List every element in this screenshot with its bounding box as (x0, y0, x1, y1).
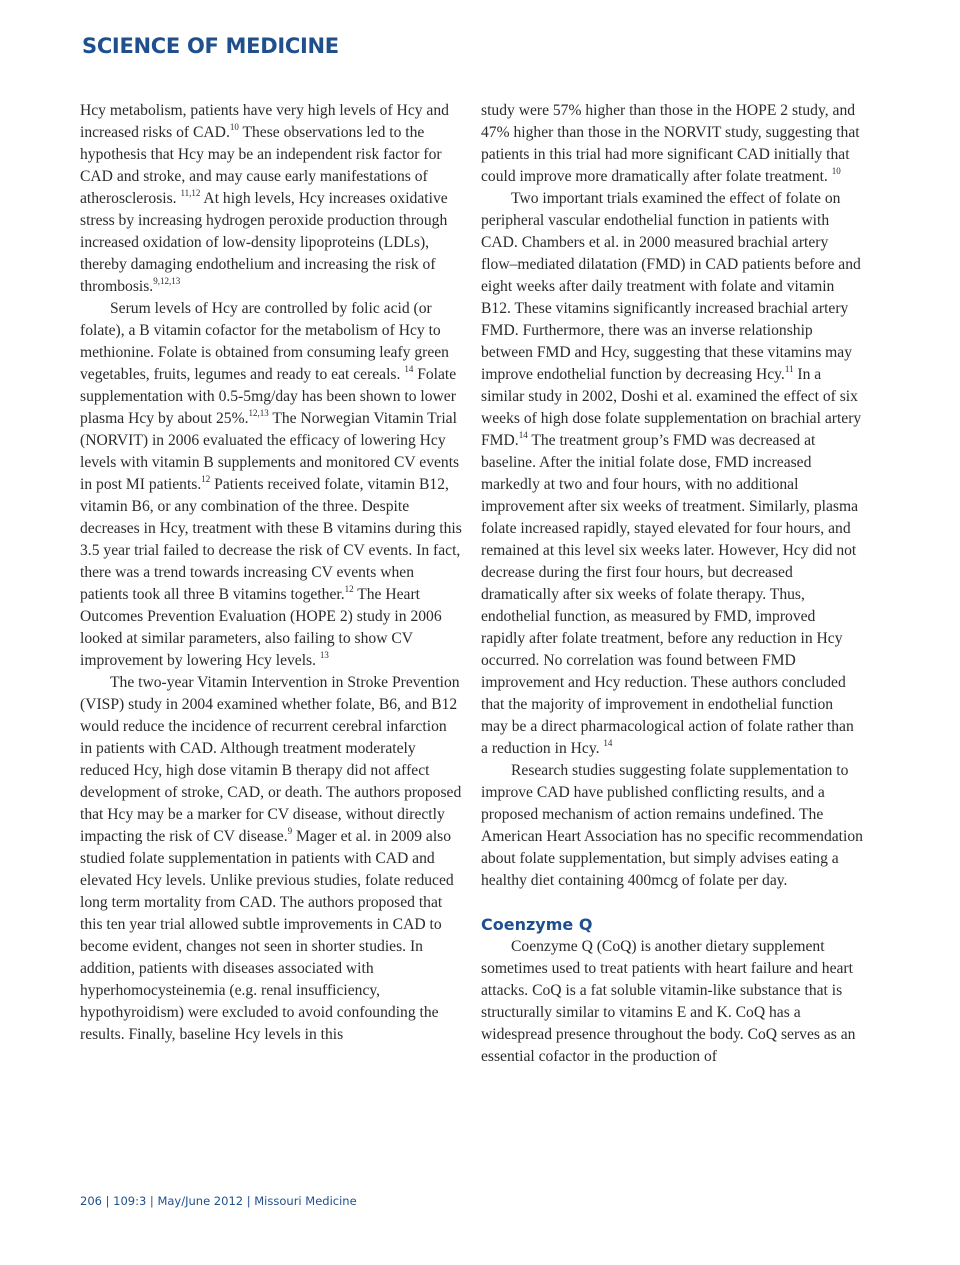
citation-ref: 12,13 (248, 408, 269, 418)
citation-ref: 14 (404, 364, 414, 374)
coenzyme-q-heading: Coenzyme Q (481, 915, 593, 934)
citation-ref: 9 (287, 826, 293, 836)
citation-ref: 9,12,13 (153, 276, 181, 286)
citation-ref: 13 (319, 650, 329, 660)
paragraph: study were 57% higher than those in the HOPE 2 study, and 47% higher than those in the NORVIT study, suggesting that patients in this trial had more significant CAD initially that could improve more dramatically after folate treatment. $^{10}$ (481, 102, 860, 185)
citation-ref: 12 (201, 474, 211, 484)
paragraph: Research studies suggesting folate supplementation to improve CAD have published conflicting results, and a proposed mechanism of action remains undefined. The American Heart Association has no specific recommendation about folate supplementation, but simply advises eating a healthy diet containing 400mcg of folate per day. (481, 762, 863, 889)
paragraph: Hcy metabolism, patients have very high levels of Hcy and increased risks of CAD.$^{10}$ These observations led to the hypothesis that Hcy may be an independent risk factor for CAD and stroke, and may cause early manifestations of atherosclerosis. $^{11,12}$ At high levels, Hcy increases oxidative stress by increasing hydrogen peroxide production through increased oxidation of low-density lipoproteins (LDLs), thereby damaging endothelium and increasing the risk of thrombosis.$^{9,12,13}$ (80, 102, 449, 295)
right-column-body (481, 100, 863, 892)
citation-ref: 11,12 (180, 188, 201, 198)
paragraph: The two-year Vitamin Intervention in Stroke Prevention (VISP) study in 2004 examined whether folate, B6, and B12 would reduce the incidence of recurrent cerebral infarction in patients with CAD. Although treatment moderately reduced Hcy, high dose vitamin B therapy did not affect development of stroke, CAD, or death. The authors proposed that Hcy may be a marker for CV disease, without directly impacting the risk of CV disease.$^9$ Mager et al. in 2009 also studied folate supplementation in patients with CAD and elevated Hcy levels. Unlike previous studies, folate reduced long term mortality from CAD. The authors proposed that this ten year trial allowed subtle improvements in CAD to become evident, changes not seen in shorter studies. In addition, patients with diseases associated with hyperhomocysteinemia (e.g. renal insufficiency, hypothyroidism) were excluded to avoid confounding the results. Finally, baseline Hcy levels in this (80, 674, 462, 1043)
citation-ref: 12 (344, 584, 354, 594)
paragraph: Serum levels of Hcy are controlled by folic acid (or folate), a B vitamin cofactor for the metabolism of Hcy to methionine. Folate is obtained from consuming leafy green vegetables, fruits, legumes and ready to eat cereals. $^{14}$ Folate supplementation with 0.5-5mg/day has been shown to lower plasma Hcy by about 25%.$^{12,13}$ The Norwegian Vitamin Trial (NORVIT) in 2006 evaluated the efficacy of lowering Hcy levels with vitamin B supplements and monitored CV events in post MI patients.$^{12}$ Patients received folate, vitamin B12, vitamin B6, or any combination of the three. Despite decreases in Hcy, treatment with these B vitamins during this 3.5 year trial failed to decrease the risk of CV events. In fact, there was a trend towards increasing CV events when patients took all three B vitamins together.$^{12}$ The Heart Outcomes Prevention Evaluation (HOPE 2) study in 2006 looked at similar parameters, also failing to show CV improvement by lowering Hcy levels. $^{13}$ (80, 300, 462, 669)
paragraph: Two important trials examined the effect of folate on peripheral vascular endothelial function in patients with CAD. Chambers et al. in 2000 measured brachial artery flow–mediated dilatation (FMD) in CAD patients before and eight weeks after daily treatment with folate and vitamin B12. These vitamins significantly increased brachial artery FMD. Furthermore, there was an inverse relationship between FMD and Hcy, suggesting that these vitamins may improve endothelial function by decreasing Hcy.$^{11}$ In a similar study in 2002, Doshi et al. examined the effect of six weeks of high dose folate supplementation on brachial artery FMD.$^{14}$ The treatment group’s FMD was decreased at baseline. After the initial folate dose, FMD increased markedly at two and four hours, with no additional improvement after six weeks of treatment. Similarly, plasma folate increased rapidly, stayed elevated for four hours, and remained at this level six weeks later. However, Hcy did not decrease during the first four hours, but decreased dramatically after six weeks of folate therapy. Thus, endothelial function, as measured by FMD, improved rapidly after folate treatment, before any reduction in Hcy occurred. No correlation was found between FMD improvement and Hcy reduction. These authors concluded that the majority of improvement in endothelial function may be a direct pharmacological action of folate rather than a reduction in Hcy. $^{14}$ (481, 190, 862, 757)
paragraph: Coenzyme Q (CoQ) is another dietary supplement sometimes used to treat patients with heart failure and heart attacks. CoQ is a fat soluble vitamin-like substance that is structurally similar to vitamins E and K. CoQ has a widespread presence throughout the body. CoQ serves as an essential cofactor in the production of (481, 938, 856, 1065)
right-column (481, 100, 863, 1068)
citation-ref: 14 (518, 430, 528, 440)
left-column (80, 100, 462, 1046)
citation-ref: 10 (229, 122, 239, 132)
citation-ref: 11 (784, 364, 794, 374)
section-header: SCIENCE OF MEDICINE (82, 34, 339, 58)
coenzyme-q-body (481, 936, 863, 1068)
citation-ref: 14 (603, 738, 613, 748)
page-footer: 206 | 109:3 | May/June 2012 | Missouri Medicine (80, 1194, 357, 1208)
citation-ref: 10 (831, 166, 841, 176)
